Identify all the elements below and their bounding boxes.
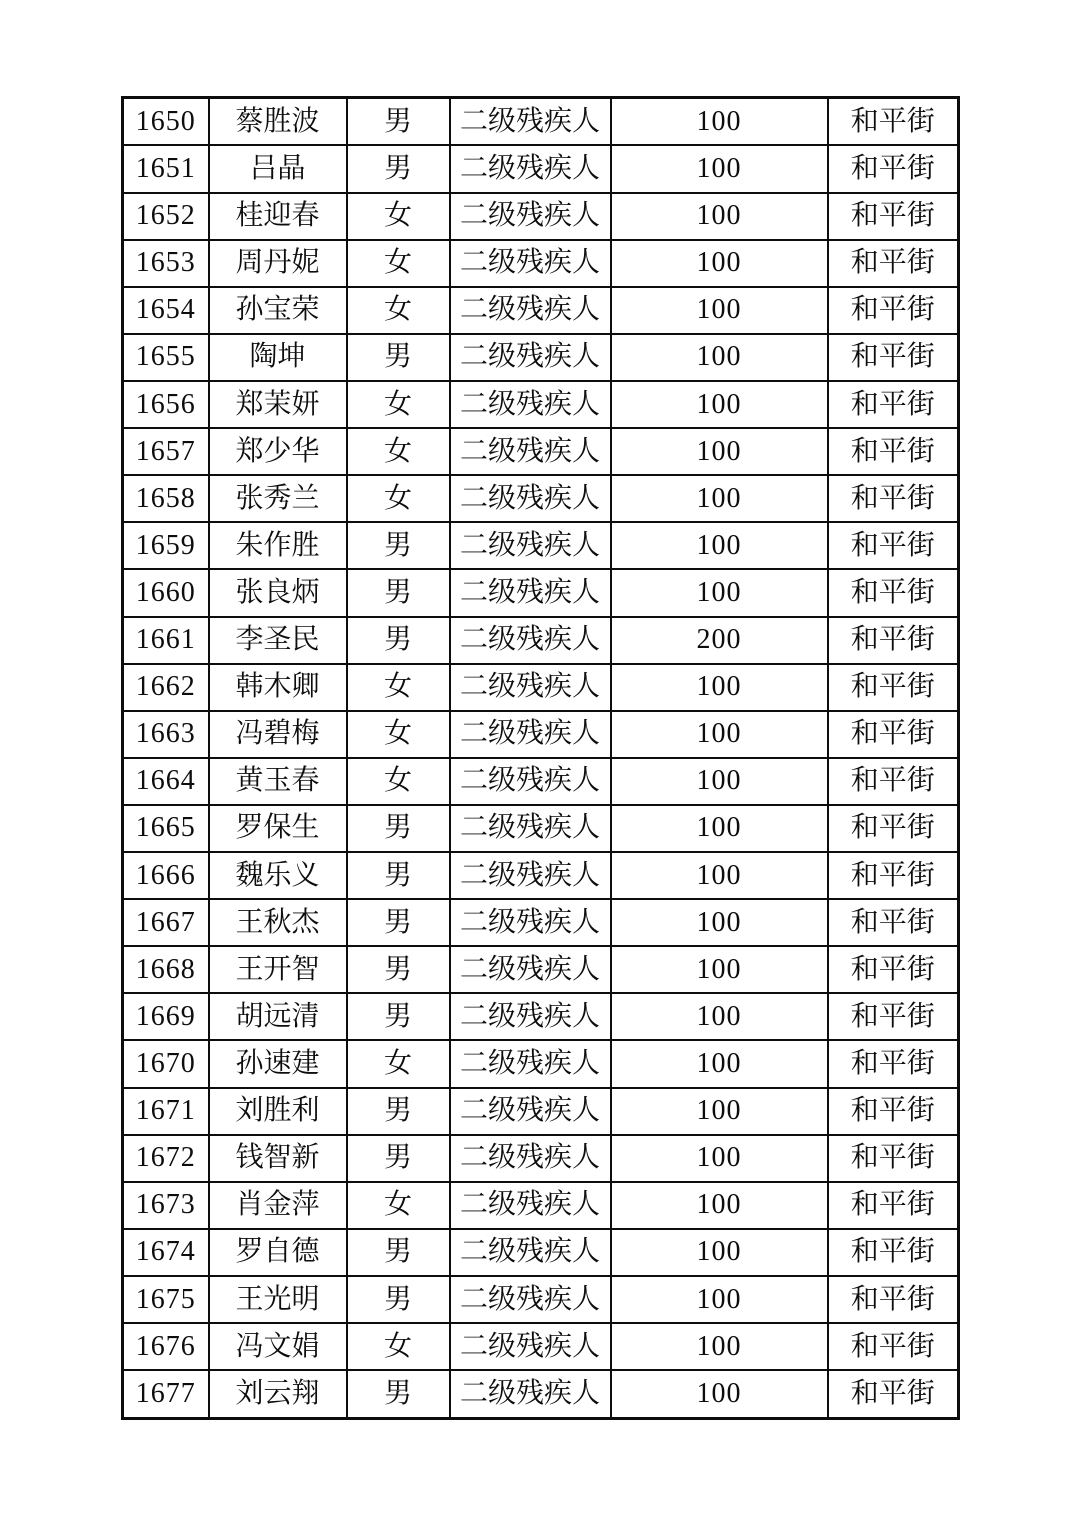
cell-amount: 100 <box>611 145 828 192</box>
cell-name: 朱作胜 <box>209 522 347 569</box>
cell-id: 1675 <box>123 1276 209 1323</box>
cell-street: 和平街 <box>828 98 959 146</box>
cell-name: 王秋杰 <box>209 899 347 946</box>
table-row <box>123 617 959 664</box>
table-row <box>123 522 959 569</box>
cell-id: 1669 <box>123 993 209 1040</box>
table-row <box>123 334 959 381</box>
cell-category: 二级残疾人 <box>450 899 611 946</box>
table-row <box>123 993 959 1040</box>
cell-name: 张秀兰 <box>209 475 347 522</box>
cell-id: 1661 <box>123 617 209 664</box>
cell-id: 1677 <box>123 1370 209 1418</box>
cell-amount: 100 <box>611 428 828 475</box>
cell-street: 和平街 <box>828 758 959 805</box>
cell-amount: 100 <box>611 664 828 711</box>
cell-street: 和平街 <box>828 1088 959 1135</box>
cell-id: 1657 <box>123 428 209 475</box>
cell-id: 1674 <box>123 1229 209 1276</box>
cell-gender: 男 <box>347 1370 450 1418</box>
table-row <box>123 428 959 475</box>
cell-category: 二级残疾人 <box>450 1182 611 1229</box>
cell-category: 二级残疾人 <box>450 1276 611 1323</box>
cell-id: 1667 <box>123 899 209 946</box>
table-row <box>123 852 959 899</box>
cell-street: 和平街 <box>828 569 959 616</box>
cell-category: 二级残疾人 <box>450 569 611 616</box>
cell-amount: 100 <box>611 287 828 334</box>
cell-street: 和平街 <box>828 899 959 946</box>
cell-gender: 男 <box>347 993 450 1040</box>
table-row <box>123 711 959 758</box>
cell-street: 和平街 <box>828 145 959 192</box>
cell-name: 刘云翔 <box>209 1370 347 1418</box>
cell-amount: 100 <box>611 711 828 758</box>
cell-id: 1670 <box>123 1040 209 1087</box>
table-row <box>123 899 959 946</box>
cell-gender: 男 <box>347 569 450 616</box>
table-row <box>123 381 959 428</box>
cell-amount: 100 <box>611 1276 828 1323</box>
cell-street: 和平街 <box>828 522 959 569</box>
cell-street: 和平街 <box>828 664 959 711</box>
cell-name: 郑少华 <box>209 428 347 475</box>
cell-amount: 200 <box>611 617 828 664</box>
table-row <box>123 145 959 192</box>
table-row <box>123 1370 959 1418</box>
cell-gender: 男 <box>347 946 450 993</box>
table-row <box>123 98 959 146</box>
cell-category: 二级残疾人 <box>450 852 611 899</box>
cell-amount: 100 <box>611 1370 828 1418</box>
cell-gender: 女 <box>347 1182 450 1229</box>
cell-name: 蔡胜波 <box>209 98 347 146</box>
cell-category: 二级残疾人 <box>450 711 611 758</box>
cell-amount: 100 <box>611 1040 828 1087</box>
cell-amount: 100 <box>611 98 828 146</box>
cell-category: 二级残疾人 <box>450 240 611 287</box>
cell-category: 二级残疾人 <box>450 1229 611 1276</box>
cell-street: 和平街 <box>828 1182 959 1229</box>
cell-id: 1666 <box>123 852 209 899</box>
cell-id: 1672 <box>123 1135 209 1182</box>
cell-amount: 100 <box>611 475 828 522</box>
cell-street: 和平街 <box>828 287 959 334</box>
cell-street: 和平街 <box>828 1229 959 1276</box>
table-row <box>123 664 959 711</box>
cell-street: 和平街 <box>828 334 959 381</box>
cell-name: 王开智 <box>209 946 347 993</box>
cell-gender: 男 <box>347 805 450 852</box>
cell-id: 1658 <box>123 475 209 522</box>
cell-name: 王光明 <box>209 1276 347 1323</box>
cell-category: 二级残疾人 <box>450 617 611 664</box>
cell-amount: 100 <box>611 381 828 428</box>
cell-name: 孙速建 <box>209 1040 347 1087</box>
cell-id: 1659 <box>123 522 209 569</box>
table-row <box>123 1088 959 1135</box>
cell-amount: 100 <box>611 993 828 1040</box>
subsidy-table-body <box>123 98 959 1419</box>
table-row <box>123 240 959 287</box>
cell-amount: 100 <box>611 240 828 287</box>
cell-gender: 女 <box>347 1040 450 1087</box>
cell-street: 和平街 <box>828 711 959 758</box>
cell-id: 1671 <box>123 1088 209 1135</box>
table-row <box>123 1135 959 1182</box>
cell-amount: 100 <box>611 852 828 899</box>
cell-gender: 女 <box>347 193 450 240</box>
cell-gender: 男 <box>347 852 450 899</box>
cell-street: 和平街 <box>828 1040 959 1087</box>
table-row <box>123 805 959 852</box>
cell-name: 胡远清 <box>209 993 347 1040</box>
cell-id: 1662 <box>123 664 209 711</box>
cell-amount: 100 <box>611 758 828 805</box>
cell-gender: 女 <box>347 475 450 522</box>
cell-category: 二级残疾人 <box>450 475 611 522</box>
cell-gender: 男 <box>347 145 450 192</box>
table-row <box>123 1323 959 1370</box>
cell-category: 二级残疾人 <box>450 1135 611 1182</box>
cell-name: 吕晶 <box>209 145 347 192</box>
cell-id: 1650 <box>123 98 209 146</box>
cell-category: 二级残疾人 <box>450 334 611 381</box>
subsidy-table <box>121 96 960 1420</box>
table-row <box>123 1229 959 1276</box>
cell-category: 二级残疾人 <box>450 1088 611 1135</box>
cell-id: 1673 <box>123 1182 209 1229</box>
cell-name: 冯文娟 <box>209 1323 347 1370</box>
cell-category: 二级残疾人 <box>450 946 611 993</box>
cell-gender: 男 <box>347 1276 450 1323</box>
cell-name: 韩木卿 <box>209 664 347 711</box>
cell-street: 和平街 <box>828 1276 959 1323</box>
cell-gender: 男 <box>347 899 450 946</box>
cell-amount: 100 <box>611 522 828 569</box>
cell-category: 二级残疾人 <box>450 1323 611 1370</box>
cell-amount: 100 <box>611 805 828 852</box>
cell-gender: 女 <box>347 711 450 758</box>
cell-gender: 男 <box>347 617 450 664</box>
cell-name: 黄玉春 <box>209 758 347 805</box>
cell-street: 和平街 <box>828 946 959 993</box>
cell-id: 1668 <box>123 946 209 993</box>
cell-category: 二级残疾人 <box>450 381 611 428</box>
table-row <box>123 475 959 522</box>
cell-gender: 女 <box>347 381 450 428</box>
cell-name: 钱智新 <box>209 1135 347 1182</box>
cell-name: 陶坤 <box>209 334 347 381</box>
cell-street: 和平街 <box>828 1135 959 1182</box>
cell-category: 二级残疾人 <box>450 993 611 1040</box>
cell-name: 刘胜利 <box>209 1088 347 1135</box>
cell-id: 1655 <box>123 334 209 381</box>
cell-amount: 100 <box>611 334 828 381</box>
cell-amount: 100 <box>611 1088 828 1135</box>
cell-gender: 男 <box>347 334 450 381</box>
table-row <box>123 1040 959 1087</box>
cell-amount: 100 <box>611 193 828 240</box>
cell-category: 二级残疾人 <box>450 428 611 475</box>
cell-amount: 100 <box>611 569 828 616</box>
table-row <box>123 287 959 334</box>
cell-street: 和平街 <box>828 617 959 664</box>
cell-gender: 女 <box>347 758 450 805</box>
table-row <box>123 569 959 616</box>
cell-name: 张良炳 <box>209 569 347 616</box>
cell-amount: 100 <box>611 899 828 946</box>
cell-name: 周丹妮 <box>209 240 347 287</box>
cell-id: 1652 <box>123 193 209 240</box>
cell-amount: 100 <box>611 1182 828 1229</box>
cell-street: 和平街 <box>828 993 959 1040</box>
cell-name: 桂迎春 <box>209 193 347 240</box>
table-row <box>123 193 959 240</box>
cell-id: 1676 <box>123 1323 209 1370</box>
cell-category: 二级残疾人 <box>450 193 611 240</box>
cell-id: 1653 <box>123 240 209 287</box>
table-row <box>123 946 959 993</box>
cell-category: 二级残疾人 <box>450 98 611 146</box>
cell-gender: 女 <box>347 287 450 334</box>
cell-name: 李圣民 <box>209 617 347 664</box>
cell-street: 和平街 <box>828 805 959 852</box>
cell-amount: 100 <box>611 1323 828 1370</box>
cell-gender: 女 <box>347 1323 450 1370</box>
cell-category: 二级残疾人 <box>450 758 611 805</box>
cell-id: 1664 <box>123 758 209 805</box>
cell-id: 1656 <box>123 381 209 428</box>
cell-amount: 100 <box>611 1229 828 1276</box>
cell-name: 郑茉妍 <box>209 381 347 428</box>
cell-id: 1651 <box>123 145 209 192</box>
cell-id: 1665 <box>123 805 209 852</box>
cell-gender: 男 <box>347 522 450 569</box>
cell-street: 和平街 <box>828 381 959 428</box>
cell-gender: 男 <box>347 98 450 146</box>
cell-street: 和平街 <box>828 852 959 899</box>
cell-category: 二级残疾人 <box>450 664 611 711</box>
cell-name: 肖金萍 <box>209 1182 347 1229</box>
cell-street: 和平街 <box>828 240 959 287</box>
cell-name: 孙宝荣 <box>209 287 347 334</box>
cell-category: 二级残疾人 <box>450 805 611 852</box>
cell-street: 和平街 <box>828 1323 959 1370</box>
cell-category: 二级残疾人 <box>450 1040 611 1087</box>
table-row <box>123 1182 959 1229</box>
cell-gender: 男 <box>347 1088 450 1135</box>
cell-street: 和平街 <box>828 475 959 522</box>
cell-street: 和平街 <box>828 428 959 475</box>
cell-name: 冯碧梅 <box>209 711 347 758</box>
cell-name: 罗保生 <box>209 805 347 852</box>
cell-gender: 女 <box>347 428 450 475</box>
cell-gender: 男 <box>347 1135 450 1182</box>
cell-gender: 女 <box>347 664 450 711</box>
cell-gender: 女 <box>347 240 450 287</box>
cell-category: 二级残疾人 <box>450 522 611 569</box>
cell-amount: 100 <box>611 946 828 993</box>
cell-category: 二级残疾人 <box>450 287 611 334</box>
cell-id: 1660 <box>123 569 209 616</box>
cell-category: 二级残疾人 <box>450 1370 611 1418</box>
cell-amount: 100 <box>611 1135 828 1182</box>
cell-category: 二级残疾人 <box>450 145 611 192</box>
cell-street: 和平街 <box>828 193 959 240</box>
cell-id: 1654 <box>123 287 209 334</box>
cell-name: 魏乐义 <box>209 852 347 899</box>
table-row <box>123 1276 959 1323</box>
cell-gender: 男 <box>347 1229 450 1276</box>
table-row <box>123 758 959 805</box>
cell-id: 1663 <box>123 711 209 758</box>
cell-name: 罗自德 <box>209 1229 347 1276</box>
cell-street: 和平街 <box>828 1370 959 1418</box>
